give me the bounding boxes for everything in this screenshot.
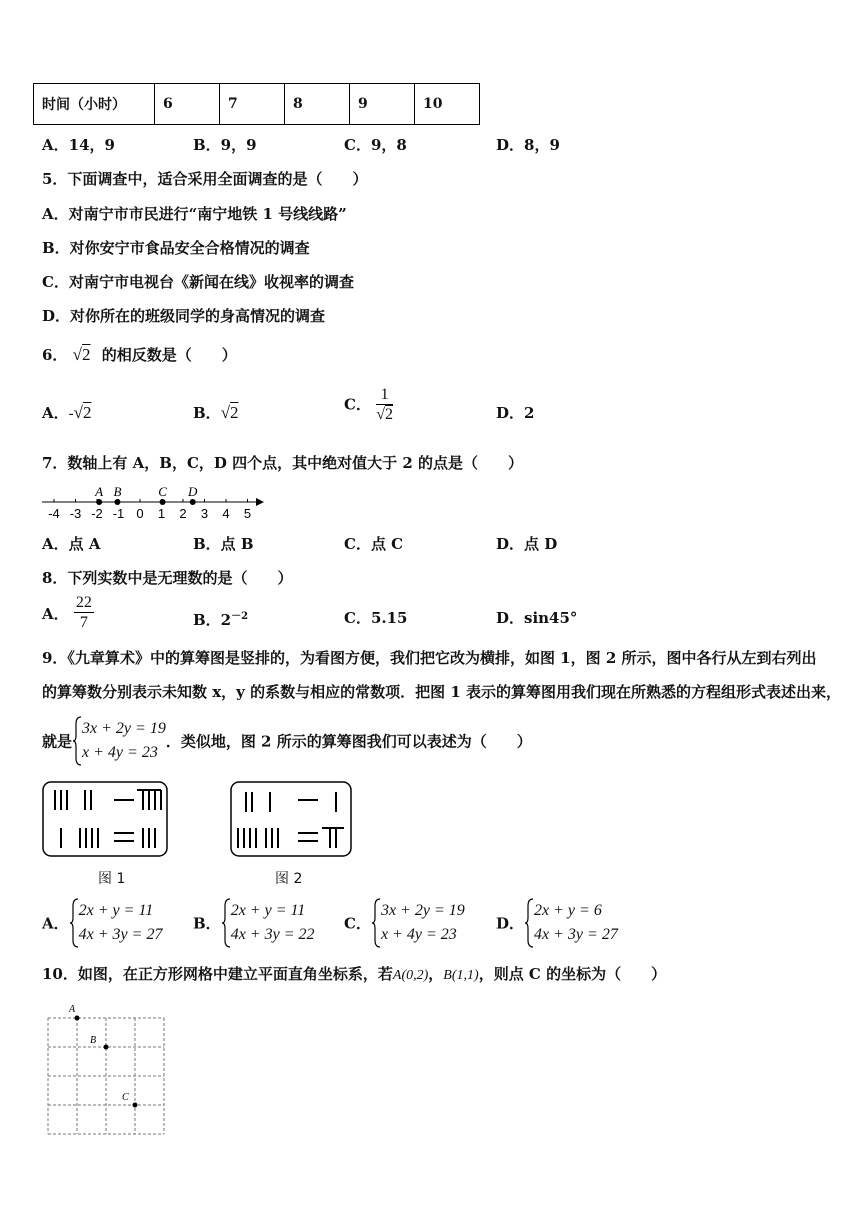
point-b (104, 1045, 109, 1050)
q7-stem: 7．数轴上有 A，B，C，D 四个点，其中绝对值大于 2 的点是（ ） (42, 454, 524, 472)
axis-tick-label: -4 (48, 506, 60, 521)
q6-option-c: C． $\frac{1}{√2}$ (344, 386, 393, 423)
q5-option-b: B．对你安宁市食品安全合格情况的调查 (42, 239, 310, 257)
q8-stem: 8．下列实数中是无理数的是（ ） (42, 569, 293, 587)
q6-option-d: D．2 (496, 404, 535, 422)
number-line-point (160, 499, 166, 505)
point-a-label: A (69, 1004, 76, 1015)
q4-option-c: C．9，8 (344, 136, 407, 154)
number-line-point-label: C (158, 484, 167, 499)
table-cell: 6 (155, 84, 220, 125)
sqrt-sign: √2 (72, 345, 91, 364)
axis-tick-label: -2 (91, 506, 103, 521)
q9-option-d: D． 2x + y = 6 4x + 3y = 27 (496, 898, 618, 948)
axis-tick-label: 1 (157, 506, 166, 521)
q6-stem: 6． √2 的相反数是（ ） (42, 345, 237, 364)
coordinate-grid (40, 1000, 175, 1145)
point-b-label: B (90, 1035, 97, 1046)
number-line-point (190, 499, 196, 505)
q6-option-a: A．-√2 (42, 403, 92, 422)
q5-option-a: A．对南宁市市民进行“南宁地铁 1 号线线路” (42, 205, 347, 223)
number-line-point-label: D (187, 484, 198, 499)
axis-tick-label: 4 (222, 506, 230, 521)
point-a (75, 1016, 80, 1021)
number-line-point-label: B (113, 484, 122, 499)
q9-line1: 9．《九章算术》中的算筹图是竖排的，为看图方便，我们把它改为横排，如图 1，图 2 所示，图中各行从左到右列出 (42, 649, 817, 667)
q8-option-d: D．sin45° (496, 609, 578, 627)
axis-tick-label: 5 (243, 506, 252, 521)
brace-icon (72, 716, 82, 766)
q9-option-b: B． 2x + y = 11 4x + 3y = 22 (193, 898, 314, 948)
q9-line2: 的算筹数分别表示未知数 x，y 的系数与相应的常数项．把图 1 表示的算筹图用我们现在所熟悉的方程组形式表述出来， (42, 683, 841, 701)
axis-tick-label: 2 (179, 506, 187, 521)
q6-option-b: B．√2 (193, 403, 239, 422)
number-line-point-label: A (95, 484, 104, 499)
table-cell: 10 (415, 84, 480, 125)
number-line-point (114, 499, 120, 505)
table-cell: 7 (220, 84, 285, 125)
axis-tick-label: -3 (69, 506, 82, 521)
figure-1-caption: 图 1 (98, 871, 126, 887)
axis-tick-label: 0 (136, 506, 144, 521)
q5-option-d: D．对你所在的班级同学的身高情况的调查 (42, 307, 326, 325)
q7-option-a: A．点 A (42, 535, 101, 553)
q9-option-c: C． 3x + 2y = 19 x + 4y = 23 (344, 898, 465, 948)
point-c (133, 1103, 138, 1108)
table-cell: 9 (350, 84, 415, 125)
table-header: 时间（小时） (34, 84, 155, 125)
q8-option-a: A． $\frac{22}{7}$ (42, 594, 92, 631)
number-line (38, 478, 268, 522)
q10-stem: 10．如图，在正方形网格中建立平面直角坐标系，若A(0,2)，B(1,1)，则点 C 的坐标为（ ） (42, 965, 667, 983)
q8-option-b: B．$2^{-2}$ (193, 611, 249, 629)
q7-option-c: C．点 C (344, 535, 404, 553)
point-c-label: C (122, 1092, 129, 1103)
q7-option-d: D．点 D (496, 535, 558, 553)
number-line-point (96, 499, 102, 505)
q9-option-a: A． 2x + y = 11 4x + 3y = 27 (42, 898, 162, 948)
q4-option-a: A．14，9 (42, 136, 115, 154)
q4-option-d: D．8，9 (496, 136, 560, 154)
q8-option-c: C．5.15 (344, 609, 408, 627)
axis-tick-label: 3 (200, 506, 209, 521)
figure-2-caption: 图 2 (275, 871, 303, 887)
q9-line3: 就是 3x + 2y = 19 x + 4y = 23 ．类似地，图 2 所示的算筹图我们可以表述为（ ） (42, 716, 532, 766)
q5-stem: 5．下面调查中，适合采用全面调查的是（ ） (42, 170, 368, 188)
q4-option-b: B．9，9 (193, 136, 257, 154)
data-table (33, 83, 480, 125)
q7-option-b: B．点 B (193, 535, 254, 553)
q5-option-c: C．对南宁市电视台《新闻在线》收视率的调查 (42, 273, 354, 291)
axis-tick-label: -1 (112, 506, 125, 521)
table-cell: 8 (285, 84, 350, 125)
